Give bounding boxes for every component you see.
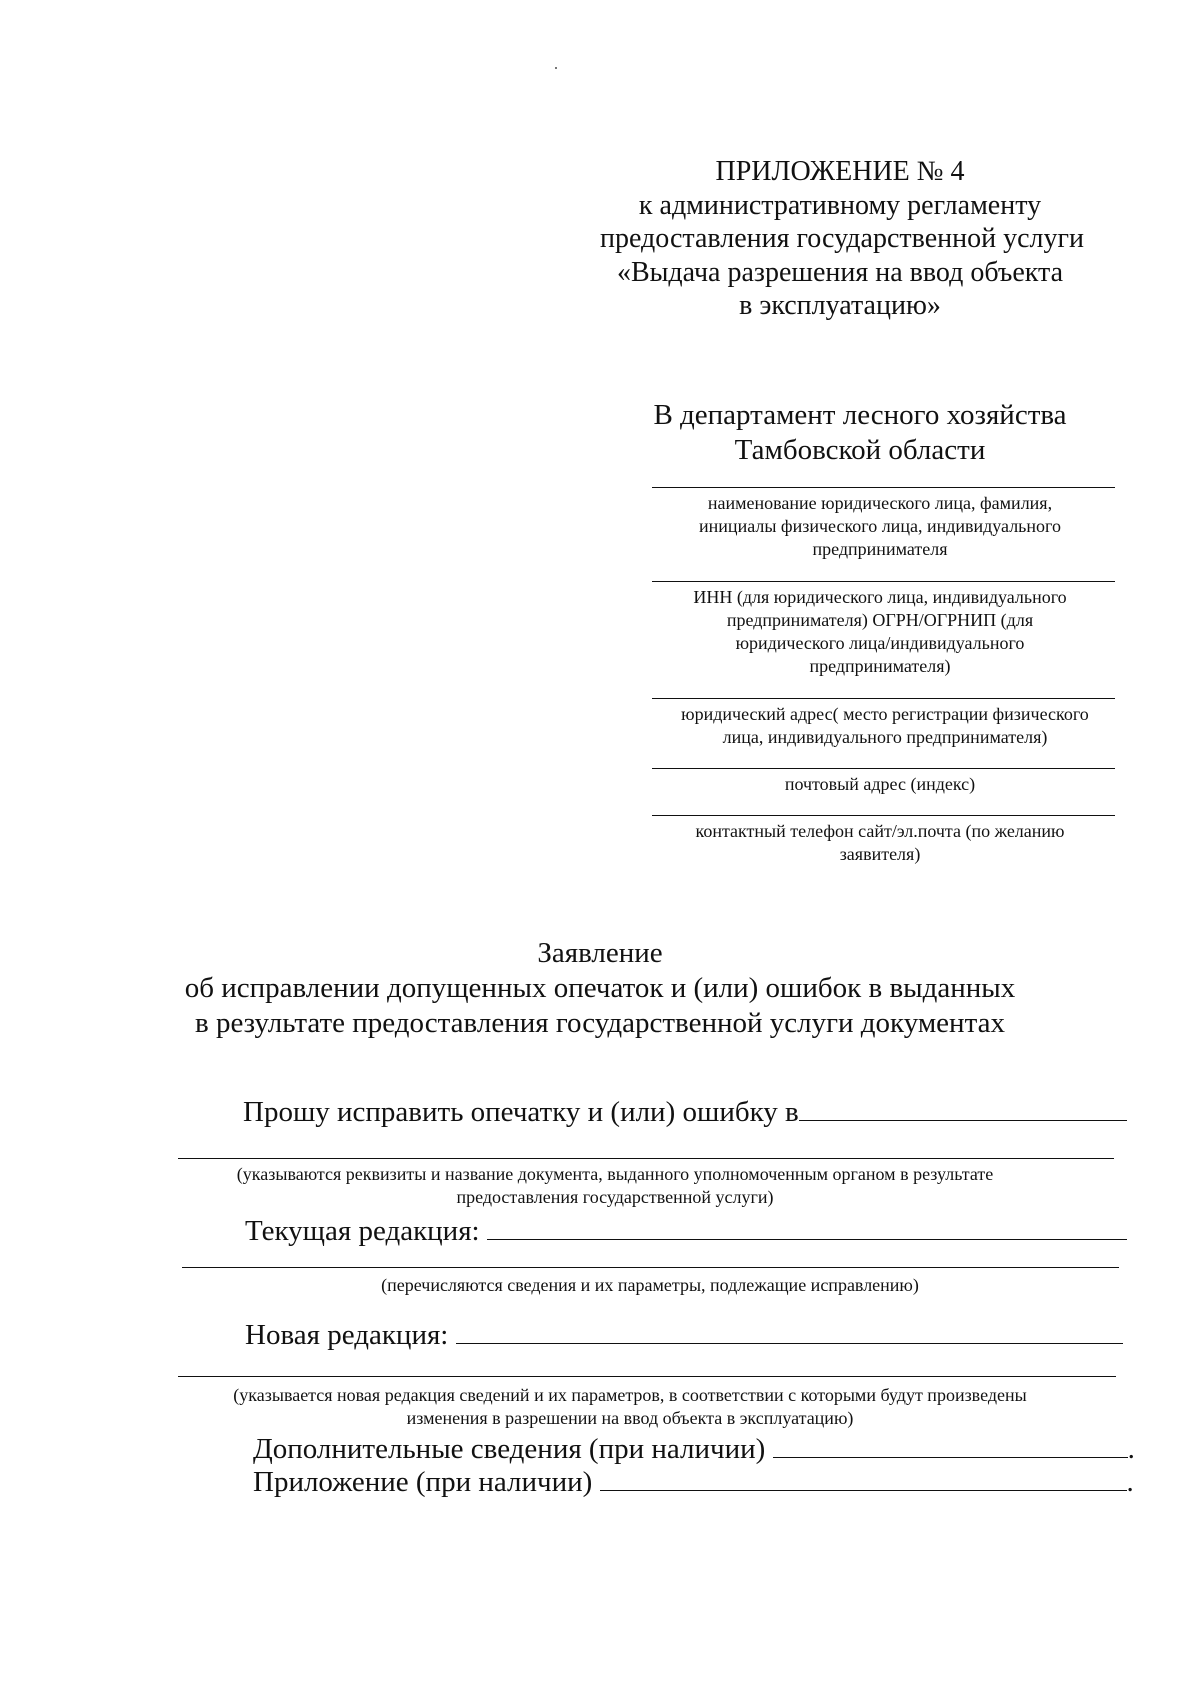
request-label: Прошу исправить опечатку и (или) ошибку в [243,1096,799,1128]
statement-subtitle: в результате предоставления государственной услуги документах [195,1007,1005,1039]
appendix-title: ПРИЛОЖЕНИЕ № 4 [715,156,965,187]
additional-info-input-line[interactable] [773,1433,1128,1458]
applicant-name-line[interactable] [652,487,1115,488]
addressee-line: В департамент лесного хозяйства [653,399,1067,431]
statement-subtitle: об исправлении допущенных опечаток и (или) ошибок в выданных [184,972,1016,1004]
postal-address-caption [640,773,1120,796]
caption-line: контактный телефон сайт/эл.почта (по желанию [695,821,1065,841]
appendix-line: в эксплуатацию» [739,290,941,322]
appendix-header [600,155,1084,323]
caption-line: юридического лица/индивидуального [735,633,1025,653]
new-edition-row [245,1319,1123,1352]
postal-address-line[interactable] [652,768,1115,769]
caption-line: изменения в разрешении на ввод объекта в эксплуатацию) [406,1408,854,1428]
new-edition-label: Новая редакция: [245,1319,449,1351]
new-edition-input-line[interactable] [456,1319,1123,1344]
appendix-line: предоставления государственной услуги [600,223,1084,255]
contact-line[interactable] [652,815,1115,816]
caption-line: предпринимателя) ОГРН/ОГРНИП (для [726,610,1034,630]
caption-line: почтовый адрес (индекс) [784,774,976,794]
caption-line: заявителя) [839,844,921,864]
caption-line: (перечисляются сведения и их параметры, подлежащие исправлению) [381,1275,919,1295]
caption-line: предоставления государственной услуги) [456,1187,774,1207]
inn-ogrn-line[interactable] [652,581,1115,582]
contact-caption [640,820,1120,866]
request-continuation-line[interactable] [178,1158,1114,1159]
caption-line: предпринимателя [812,539,948,559]
caption-line: (указываются реквизиты и название документа, выданного уполномоченным органом в результате [236,1164,994,1184]
new-edition-continuation-line[interactable] [178,1376,1116,1377]
request-caption [150,1163,1080,1209]
addressee-line: Тамбовской области [734,433,986,466]
caption-line: ИНН (для юридического лица, индивидуального [693,587,1067,607]
scan-speck [555,67,557,69]
caption-line: инициалы физического лица, индивидуального [699,516,1061,536]
request-input-line[interactable] [799,1096,1127,1121]
appendix-line: к административному регламенту [638,189,1042,221]
caption-line: лица, индивидуального предпринимателя) [722,727,1048,747]
attachment-label: Приложение (при наличии) [253,1466,593,1498]
applicant-name-caption [640,492,1120,561]
additional-info-period: . [1127,1433,1135,1465]
current-edition-continuation-line[interactable] [182,1267,1119,1268]
statement-title [180,936,1020,1041]
attachment-input-line[interactable] [600,1466,1127,1491]
caption-line: наименование юридического лица, фамилия, [707,493,1053,513]
current-edition-label: Текущая редакция: [245,1215,480,1247]
additional-info-row [253,1433,1135,1466]
current-edition-input-line[interactable] [487,1215,1127,1240]
current-edition-row [245,1215,1127,1248]
caption-line: (указывается новая редакция сведений и их параметров, в соответствии с которыми будут произведены [233,1385,1027,1405]
caption-line: предпринимателя) [809,656,951,676]
legal-address-line[interactable] [652,698,1115,699]
caption-line: юридический адрес( место регистрации физического [681,704,1089,724]
additional-info-label: Дополнительные сведения (при наличии) [253,1433,766,1465]
request-row [243,1096,1127,1129]
addressee [640,398,1080,468]
attachment-row [253,1466,1134,1499]
new-edition-caption [150,1384,1110,1430]
appendix-line: «Выдача разрешения на ввод объекта [616,256,1064,288]
legal-address-caption [640,703,1130,749]
attachment-period: . [1126,1466,1134,1498]
current-edition-caption [180,1274,1120,1297]
inn-ogrn-caption [640,586,1120,678]
statement-heading: Заявление [537,937,663,969]
